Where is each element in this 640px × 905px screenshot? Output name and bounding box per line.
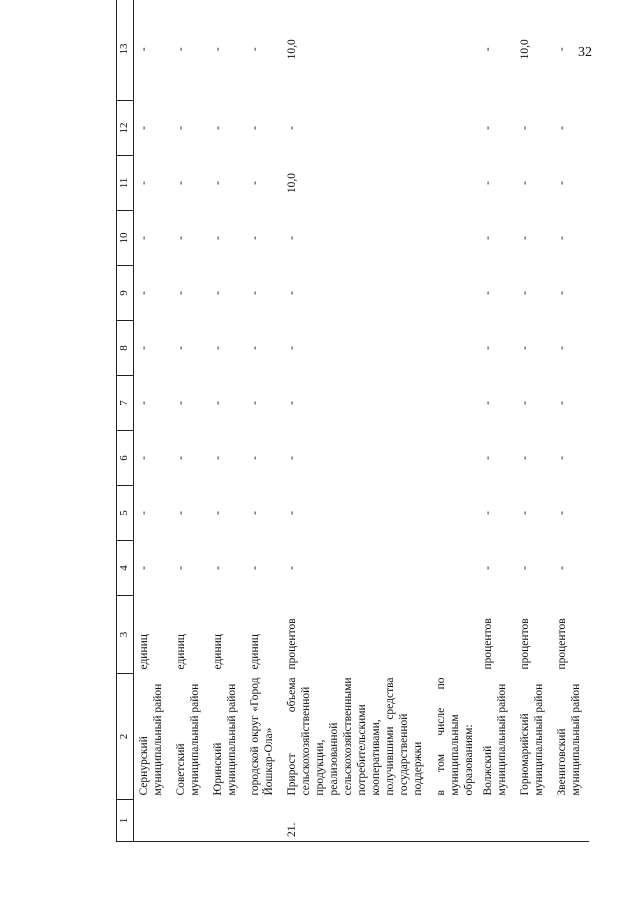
value-cell: -	[138, 401, 150, 405]
value-cell: -	[212, 126, 225, 130]
value-cell: -	[286, 401, 299, 405]
row-number	[208, 800, 245, 842]
value-cell: -	[212, 401, 225, 405]
header-cell: 1	[117, 800, 134, 842]
value-cell: -	[212, 511, 225, 515]
value-cell: -	[556, 291, 569, 295]
value-cell: -	[556, 456, 569, 460]
value-cell	[431, 541, 478, 596]
value-cell: -	[482, 236, 495, 240]
value-cell: -	[175, 291, 188, 295]
value-cell: -	[138, 346, 150, 350]
value-cell: -	[249, 126, 262, 130]
value-cell: -	[286, 126, 299, 130]
value-cell: -	[249, 511, 262, 515]
value-cell: -	[556, 236, 569, 240]
unit-cell: процентов	[482, 618, 495, 670]
indicator-name: Юринский муниципальный район	[212, 683, 239, 796]
unit-cell: единиц	[212, 634, 225, 670]
value-cell: -	[286, 346, 299, 350]
value-cell: -	[482, 346, 495, 350]
rotated-table-container	[116, 2, 616, 842]
value-cell: -	[482, 566, 495, 570]
value-cell: -	[249, 401, 262, 405]
indicator-name: Сернурский муниципальный район	[138, 683, 165, 796]
value-cell: -	[212, 236, 225, 240]
row-number	[171, 800, 208, 842]
value-cell: -	[478, 0, 515, 101]
value-cell	[431, 156, 478, 211]
header-cell: 8	[117, 321, 134, 376]
indicator-name: в том числе по муниципальным образованиям:	[435, 677, 476, 796]
value-cell: -	[175, 346, 188, 350]
value-cell: -	[138, 456, 150, 460]
value-cell	[431, 486, 478, 541]
value-cell: -	[519, 456, 532, 460]
value-cell: -	[245, 0, 282, 101]
value-cell: -	[556, 346, 569, 350]
table-row	[208, 0, 245, 842]
indicator-name: Звениговский муниципальный район	[556, 683, 583, 796]
header-cell: 9	[117, 266, 134, 321]
table-body	[134, 0, 590, 842]
value-cell: -	[286, 456, 299, 460]
unit-cell: единиц	[175, 634, 188, 670]
value-cell: -	[519, 346, 532, 350]
value-cell: -	[175, 566, 188, 570]
value-cell: -	[519, 566, 532, 570]
value-cell: -	[134, 0, 172, 101]
value-cell: -	[138, 181, 150, 185]
unit-cell: процентов	[286, 618, 299, 670]
header-cell: 13	[117, 0, 134, 101]
row-number	[478, 800, 515, 842]
value-cell: -	[286, 511, 299, 515]
value-cell	[431, 0, 478, 101]
value-cell: -	[138, 291, 150, 295]
value-cell: -	[249, 566, 262, 570]
value-cell	[431, 376, 478, 431]
row-number	[245, 800, 282, 842]
indicator-name: Прирост объема сельскохозяйственной продукции, реализованной сельскохозяйственными потребительскими кооперативами, получившими средства государственной поддержки	[286, 677, 425, 796]
value-cell: -	[212, 291, 225, 295]
value-cell: -	[138, 511, 150, 515]
value-cell: -	[175, 511, 188, 515]
value-cell: -	[249, 181, 262, 185]
value-cell: -	[552, 0, 589, 101]
value-cell: -	[556, 401, 569, 405]
value-cell: -	[556, 511, 569, 515]
value-cell: -	[212, 566, 225, 570]
value-cell	[431, 321, 478, 376]
unit-cell: процентов	[519, 618, 532, 670]
value-cell: -	[138, 236, 150, 240]
value-cell: -	[482, 511, 495, 515]
value-cell: -	[286, 566, 299, 570]
table-row	[552, 0, 589, 842]
row-number	[431, 800, 478, 842]
value-cell	[431, 266, 478, 321]
header-row	[117, 0, 134, 842]
value-cell: -	[482, 126, 495, 130]
indicator-name: Волжский муниципальный район	[482, 683, 509, 796]
value-cell: -	[212, 456, 225, 460]
table-row	[171, 0, 208, 842]
value-cell	[431, 101, 478, 156]
value-cell: -	[482, 181, 495, 185]
value-cell: -	[175, 181, 188, 185]
header-cell: 7	[117, 376, 134, 431]
header-cell: 10	[117, 211, 134, 266]
value-cell: -	[482, 401, 495, 405]
value-cell: -	[482, 456, 495, 460]
header-cell: 2	[117, 674, 134, 800]
value-cell: -	[171, 0, 208, 101]
value-cell: 10,0	[515, 0, 552, 101]
value-cell: -	[556, 126, 569, 130]
value-cell: -	[286, 236, 299, 240]
value-cell: -	[519, 181, 532, 185]
unit-cell: процентов	[556, 618, 569, 670]
header-cell: 12	[117, 101, 134, 156]
value-cell: -	[249, 236, 262, 240]
value-cell: 10,0	[286, 172, 299, 194]
value-cell: 10,0	[282, 0, 431, 101]
value-cell: -	[482, 291, 495, 295]
value-cell: -	[138, 566, 150, 570]
header-cell: 4	[117, 541, 134, 596]
value-cell: -	[212, 346, 225, 350]
indicator-table	[116, 0, 589, 842]
header-cell: 3	[117, 596, 134, 674]
table-row	[134, 0, 172, 842]
value-cell: -	[249, 346, 262, 350]
value-cell: -	[175, 126, 188, 130]
value-cell: -	[519, 126, 532, 130]
value-cell: -	[212, 181, 225, 185]
row-number: 21.	[282, 800, 431, 842]
unit-cell: единиц	[138, 634, 150, 670]
table-row	[245, 0, 282, 842]
value-cell: -	[286, 291, 299, 295]
row-number	[515, 800, 552, 842]
value-cell: -	[175, 456, 188, 460]
table-row	[282, 0, 431, 842]
header-cell: 5	[117, 486, 134, 541]
value-cell: -	[208, 0, 245, 101]
value-cell: -	[519, 511, 532, 515]
value-cell	[431, 211, 478, 266]
indicator-name: Горномарийский муниципальный район	[519, 683, 546, 796]
value-cell: -	[249, 456, 262, 460]
unit-cell	[431, 596, 478, 674]
indicator-name: Советский муниципальный район	[175, 683, 202, 796]
header-cell: 11	[117, 156, 134, 211]
value-cell: -	[519, 236, 532, 240]
value-cell	[431, 431, 478, 486]
table-row	[478, 0, 515, 842]
value-cell: -	[175, 401, 188, 405]
value-cell: -	[175, 236, 188, 240]
header-cell: 6	[117, 431, 134, 486]
indicator-name: городской округ «Город Йошкар-Ола»	[249, 677, 276, 796]
table-row	[515, 0, 552, 842]
table-row	[431, 0, 478, 842]
value-cell: -	[556, 566, 569, 570]
page-number: 32	[578, 45, 592, 60]
value-cell: -	[519, 291, 532, 295]
row-number	[134, 800, 172, 842]
value-cell: -	[138, 126, 150, 130]
value-cell: -	[519, 401, 532, 405]
row-number	[552, 800, 589, 842]
value-cell: -	[556, 181, 569, 185]
unit-cell: единиц	[249, 634, 262, 670]
value-cell: -	[249, 291, 262, 295]
